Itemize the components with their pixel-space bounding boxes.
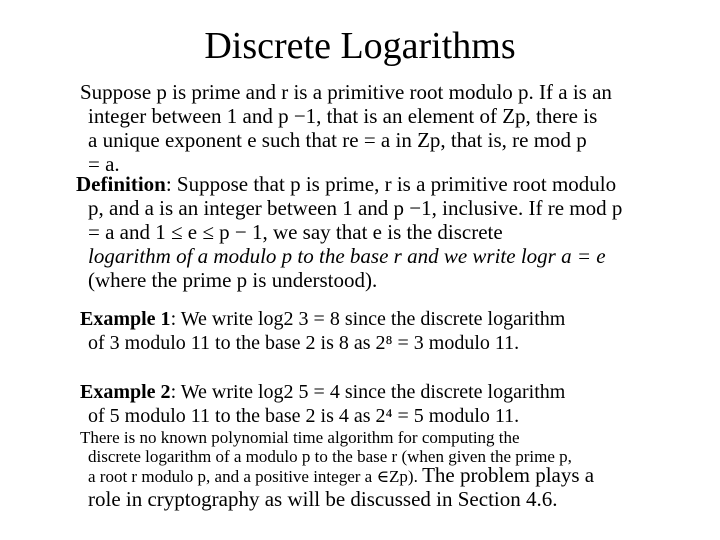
closing-line-4: role in cryptography as will be discussed in Section 4.6. xyxy=(88,487,558,511)
slide-title: Discrete Logarithms xyxy=(204,25,516,67)
definition-line-1-text: : Suppose that p is prime, r is a primitive root modulo xyxy=(165,172,617,196)
definition-line-3: = a and 1 ≤ e ≤ p − 1, we say that e is the discrete xyxy=(88,220,503,244)
closing-paragraph xyxy=(80,428,680,512)
definition-line-5: (where the prime p is understood). xyxy=(88,268,378,292)
intro-line-1: Suppose p is prime and r is a primitive root modulo p. If a is an xyxy=(80,80,612,104)
closing-line-3a: a root r modulo p, and a positive integer a ∈Zp). xyxy=(88,467,418,486)
intro-line-3: a unique exponent e such that re = a in Zp, that is, re mod p xyxy=(88,128,587,152)
example-1 xyxy=(80,307,680,355)
definition-line-2: p, and a is an integer between 1 and p −1, inclusive. If re mod p xyxy=(88,196,623,220)
example-2-line-1 xyxy=(80,380,680,404)
definition-line-4: logarithm of a modulo p to the base r and we write logr a = e xyxy=(88,244,606,268)
intro-line-4: = a. xyxy=(88,152,120,176)
example-1-label: Example 1 xyxy=(80,308,171,330)
example-1-line-2: of 3 modulo 11 to the base 2 is 8 as 2⁸ = 3 modulo 11. xyxy=(88,332,520,354)
closing-line-2: discrete logarithm of a modulo p to the base r (when given the prime p, xyxy=(88,447,572,466)
example-2 xyxy=(80,380,680,428)
example-1-line-1-text: : We write log2 3 = 8 since the discrete logarithm xyxy=(170,308,566,330)
example-2-line-2: of 5 modulo 11 to the base 2 is 4 as 2⁴ = 5 modulo 11. xyxy=(88,405,520,427)
definition-line-1 xyxy=(76,172,676,196)
definition-paragraph xyxy=(76,172,676,292)
example-1-line-1 xyxy=(80,307,680,331)
closing-line-1: There is no known polynomial time algorithm for computing the xyxy=(80,428,520,447)
intro-line-2: integer between 1 and p −1, that is an element of Zp, there is xyxy=(88,104,598,128)
definition-label: Definition xyxy=(76,172,166,196)
closing-line-3b: The problem plays a xyxy=(422,463,595,487)
example-2-label: Example 2 xyxy=(80,381,171,403)
closing-line-3 xyxy=(80,463,680,487)
intro-paragraph xyxy=(80,80,680,176)
example-2-line-1-text: : We write log2 5 = 4 since the discrete logarithm xyxy=(170,381,566,403)
